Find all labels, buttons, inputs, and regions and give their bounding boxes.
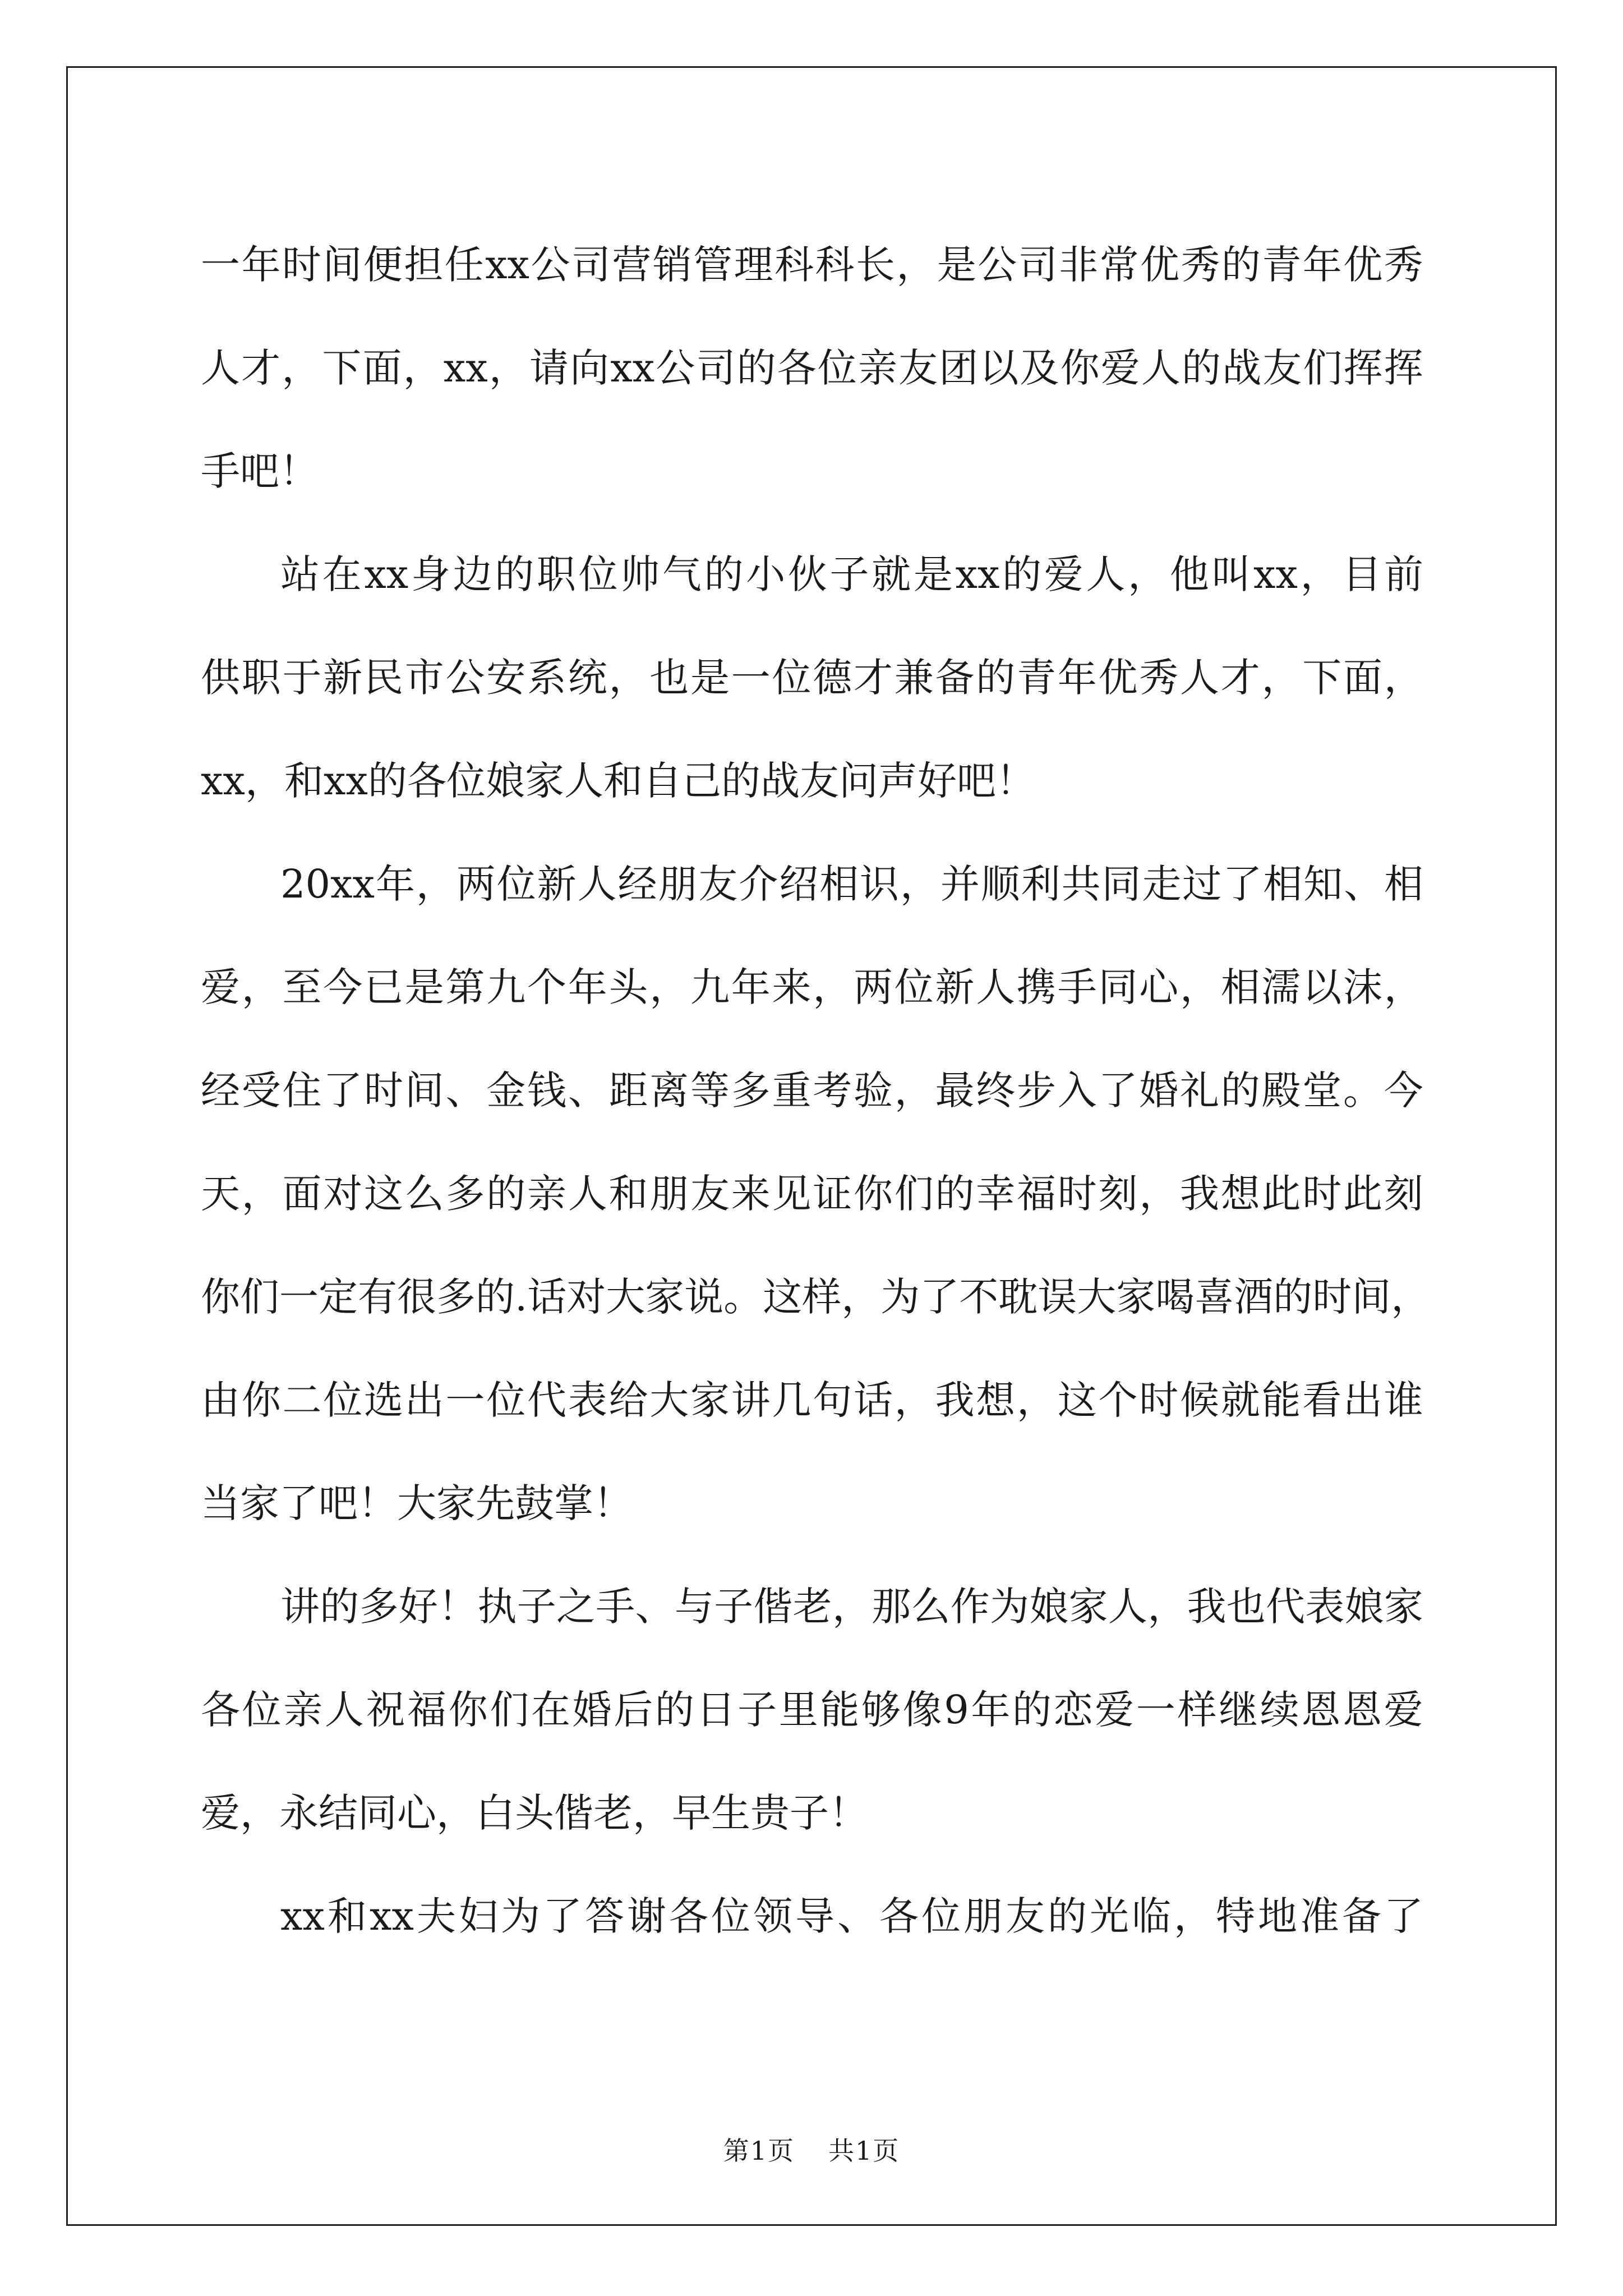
text-line: xx 和 xx 夫 妇 为 了 答 谢 各 位 领 导 、 各 位 朋 友 的 光 临 ， 特 地 准 备 了 (280, 1893, 1423, 1939)
text-line: 讲 的 多 好 ！ 执 子 之 手 、 与 子 偕 老 ， 那 么 作 为 娘 家 人 ， 我 也 代 表 娘 家 (280, 1584, 1423, 1630)
text-line: 各 位 亲 人 祝 福 你 们 在 婚 后 的 日 子 里 能 够 像 9 年 的 恋 爱 一 样 继 续 恩 恩 爱 (201, 1687, 1423, 1733)
text-line: 经 受 住 了 时 间 、 金 钱 、 距 离 等 多 重 考 验 ， 最 终 步 入 了 婚 礼 的 殿 堂 。 今 (201, 1068, 1423, 1114)
text-line: xx ， 和 xx 的 各 位 娘 家 人 和 自 己 的 战 友 问 声 好 吧 ！ (201, 758, 1035, 804)
text-line: 由 你 二 位 选 出 一 位 代 表 给 大 家 讲 几 句 话 ， 我 想 ， 这 个 时 候 就 能 看 出 谁 (201, 1377, 1423, 1423)
text-line: 人 才 ， 下 面 ， xx ， 请 向 xx 公 司 的 各 位 亲 友 团 以 及 你 爱 人 的 战 友 们 挥 挥 (201, 345, 1423, 391)
page-total: 共1页 (828, 2136, 900, 2166)
text-line: 爱 ， 永 结 同 心 ， 白 头 偕 老 ， 早 生 贵 子 ！ (201, 1790, 868, 1836)
text-line: 你 们 一 定 有 很 多 的 . 话 对 大 家 说 。 这 样 ， 为 了 不 耽 误 大 家 喝 喜 酒 的 时 间 ， (201, 1274, 1431, 1320)
text-line: 供 职 于 新 民 市 公 安 系 统 ， 也 是 一 位 德 才 兼 备 的 青 年 优 秀 人 才 ， 下 面 ， (201, 655, 1423, 701)
page-footer (0, 2131, 1623, 2168)
text-line: 手 吧 ！ (201, 448, 319, 494)
text-line: 爱 ， 至 今 已 是 第 九 个 年 头 ， 九 年 来 ， 两 位 新 人 携 手 同 心 ， 相 濡 以 沫 ， (201, 964, 1423, 1010)
text-line: 天 ， 面 对 这 么 多 的 亲 人 和 朋 友 来 见 证 你 们 的 幸 福 时 刻 ， 我 想 此 时 此 刻 (201, 1171, 1423, 1217)
text-line: 一 年 时 间 便 担 任 xx 公 司 营 销 管 理 科 科 长 ， 是 公 司 非 常 优 秀 的 青 年 优 秀 (201, 242, 1423, 288)
text-line: 站 在 xx 身 边 的 职 位 帅 气 的 小 伙 子 就 是 xx 的 爱 人 ， 他 叫 xx ， 目 前 (280, 551, 1423, 597)
document-body (201, 213, 1431, 1968)
text-line: 当 家 了 吧 ！ 大 家 先 鼓 掌 ！ (201, 1480, 633, 1526)
page-number: 第1页 (723, 2136, 795, 2166)
text-line: 20xx 年 ， 两 位 新 人 经 朋 友 介 绍 相 识 ， 并 顺 利 共 同 走 过 了 相 知 、 相 (280, 861, 1423, 907)
